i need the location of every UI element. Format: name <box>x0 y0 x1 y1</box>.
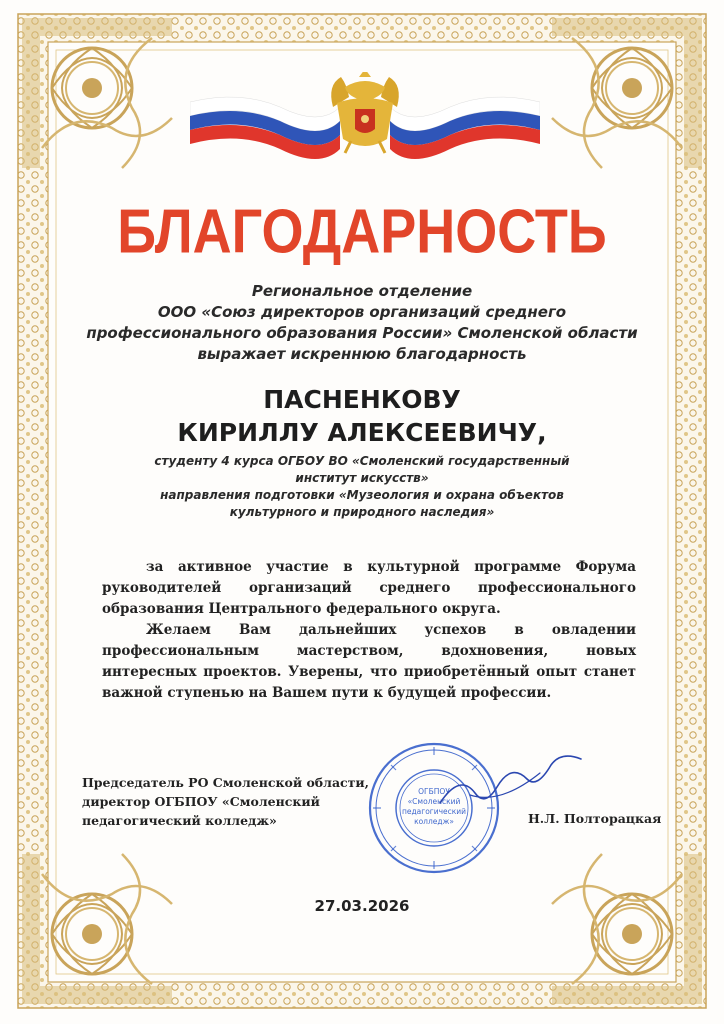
stamp-line: «Смоленский <box>407 797 461 806</box>
double-headed-eagle-icon <box>331 72 399 153</box>
emblem-with-ribbons <box>190 72 540 162</box>
details-line: институт искусств» <box>295 471 429 485</box>
tricolor-ribbon-left-icon <box>190 97 340 159</box>
org-line: выражает искреннюю благодарность <box>197 345 527 363</box>
body-text <box>102 557 636 704</box>
signatory-position <box>82 773 369 830</box>
document-title: БЛАГОДАРНОСТЬ <box>117 197 607 267</box>
body-line: образования Центрального федерального округа. <box>102 601 501 617</box>
recipient-name <box>80 383 644 449</box>
body-line: важной ступенью на Вашем пути к будущей профессии. <box>102 685 552 701</box>
details-line: направления подготовки «Музеология и охрана объектов <box>160 488 564 502</box>
handwritten-signature <box>430 755 590 815</box>
stamp-line: ОГБПОУ <box>418 787 450 796</box>
body-line: за активное участие в культурной программе Форума <box>146 559 636 575</box>
body-line: интересных проектов. Уверены, что приобретённый опыт станет <box>102 664 636 680</box>
tricolor-ribbon-right-icon <box>390 97 540 159</box>
body-line: руководителей организаций среднего профессионального <box>102 580 636 596</box>
recipient-details <box>110 453 614 521</box>
details-line: студенту 4 курса ОГБОУ ВО «Смоленский государственный <box>154 454 570 468</box>
org-line: Региональное отделение <box>251 282 473 300</box>
position-line: педагогический колледж» <box>82 813 277 828</box>
body-line: профессиональным мастерством, вдохновения, новых <box>102 643 636 659</box>
org-line: профессионального образования России» Смоленской области <box>86 324 638 342</box>
signatory-name: Н.Л. Полторацкая <box>528 811 662 826</box>
org-line: ООО «Союз директоров организаций среднего <box>157 303 567 321</box>
stamp-line: педагогический <box>401 807 467 816</box>
recipient-given-names: КИРИЛЛУ АЛЕКСЕЕВИЧУ, <box>177 418 547 447</box>
position-line: Председатель РО Смоленской области, <box>82 775 370 790</box>
position-line: директор ОГБПОУ «Смоленский <box>82 794 320 809</box>
recipient-surname: ПАСНЕНКОВУ <box>263 385 461 414</box>
organization-block <box>80 281 644 365</box>
document-date: 27.03.2026 <box>314 897 410 915</box>
stamp-line: колледж» <box>414 817 454 826</box>
body-line: Желаем Вам дальнейших успехов в овладении <box>146 622 636 638</box>
details-line: культурного и природного наследия» <box>229 505 495 519</box>
